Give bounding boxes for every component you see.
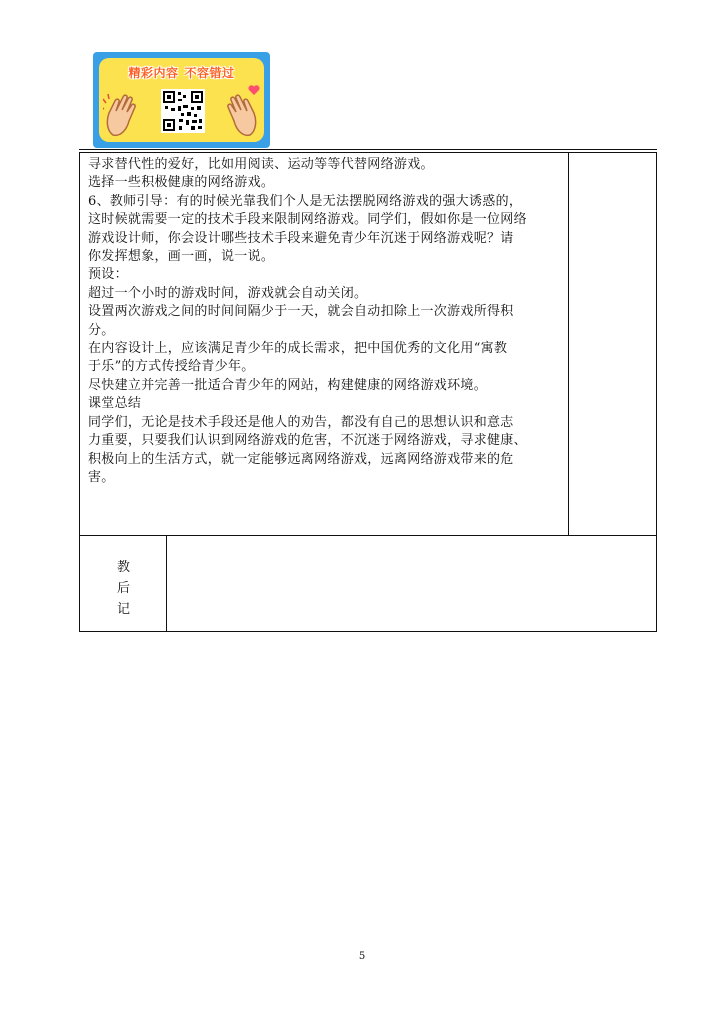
promo-banner-panel [99,58,264,142]
content-line: 寻求替代性的爱好，比如用阅读、运动等等代替网络游戏。 [88,157,434,172]
qr-code-icon[interactable] [161,89,205,133]
content-line: 于乐”的方式传授给青少年。 [88,359,255,375]
content-line: 选择一些积极健康的网络游戏。 [88,175,275,191]
lesson-plan-table [79,152,657,632]
content-row [80,153,656,536]
content-line: 害。 [88,469,115,485]
reflection-body-cell [167,535,656,631]
promo-title-part1: 精彩内容 [128,66,179,80]
reflection-label-cell [80,535,167,631]
table-top-rule [79,149,657,150]
side-notes-cell [569,153,656,535]
content-line: 积极向上的生活方式，就一定能够远离网络游戏，远离网络游戏带来的危 [88,451,514,467]
promo-banner[interactable] [93,52,270,148]
section-heading-summary: 课堂总结 [88,396,142,412]
content-line: 游戏设计师，你会设计哪些技术手段来避免青少年沉迷于网络游戏呢？请 [88,230,514,246]
promo-title-part2: 不容错过 [184,66,235,80]
content-line: 在内容设计上，应该满足青少年的成长需求，把中国优秀的文化用“寓教 [88,341,508,357]
content-line: 力重要，只要我们认识到网络游戏的危害，不沉迷于网络游戏，寻求健康、 [88,433,527,449]
content-line: 尽快建立并完善一批适合青少年的网站，构建健康的网络游戏环境。 [88,377,488,393]
content-line: 超过一个小时的游戏时间，游戏就会自动关闭。 [88,285,368,301]
lesson-content-cell [80,153,569,535]
content-line: 设置两次游戏之间的时间间隔少于一天，就会自动扣除上一次游戏所得积 [88,304,514,320]
clapping-hands-icon [220,91,260,139]
content-line: 6、教师引导：有的时候光靠我们个人是无法摆脱网络游戏的强大诱惑的， [88,193,523,209]
clapping-hands-icon [103,91,143,139]
content-line: 你发挥想象，画一画，说一说。 [88,249,275,265]
reflection-label-char: 记 [116,602,130,617]
content-line: 分。 [88,322,115,338]
promo-banner-title [99,64,264,81]
content-line: 这时候就需要一定的技术手段来限制网络游戏。同学们，假如你是一位网络 [88,212,527,228]
reflection-row [80,535,656,631]
content-line: 预设： [88,267,128,283]
page-number: 5 [358,951,366,962]
content-line: 同学们，无论是技术手段还是他人的劝告，都没有自己的思想认识和意志 [88,414,514,430]
reflection-label-char: 后 [116,581,130,596]
reflection-label-char: 教 [116,560,130,575]
